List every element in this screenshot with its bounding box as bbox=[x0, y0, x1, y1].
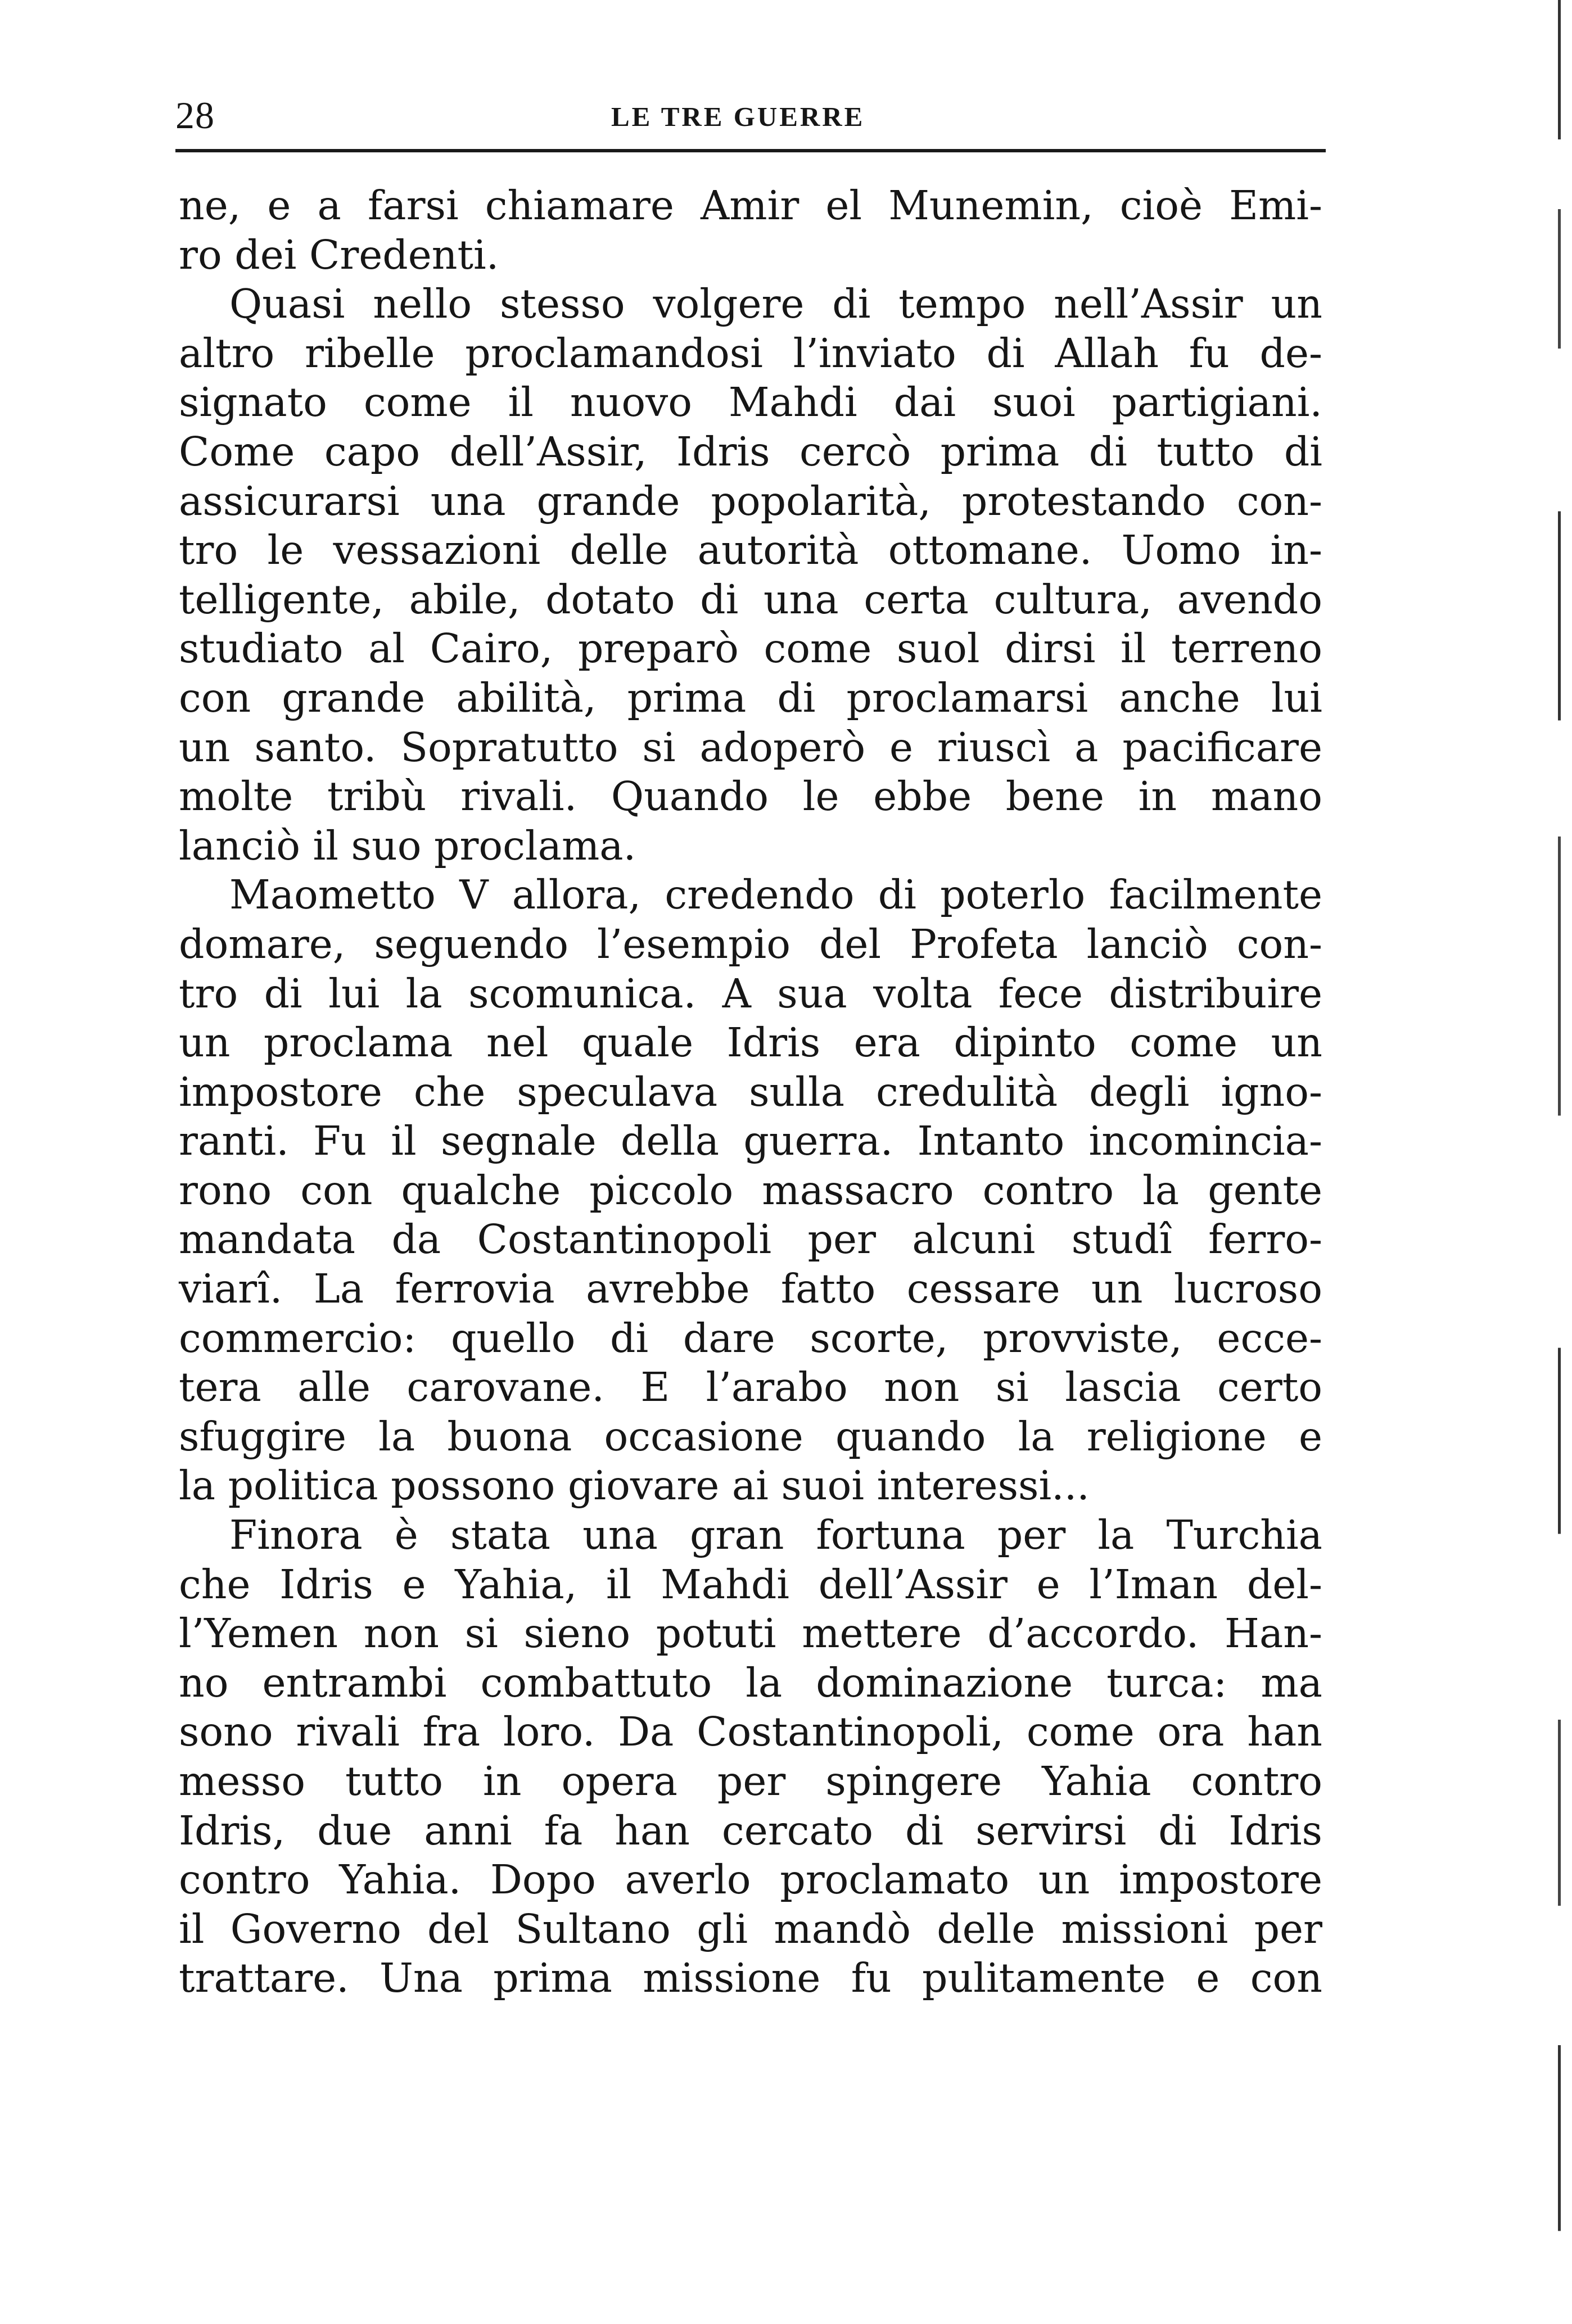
text-line: che Idris e Yahia, il Mahdi dell’Assir e l’Iman del- bbox=[179, 1561, 1322, 1608]
text-line: assicurarsi una grande popolarità, protestando con- bbox=[179, 477, 1322, 525]
header-rule bbox=[175, 149, 1326, 152]
page-number: 28 bbox=[175, 94, 215, 137]
text-line: mandata da Costantinopoli per alcuni studî ferro- bbox=[179, 1216, 1322, 1263]
paragraph-first-line: Maometto V allora, credendo di poterlo facilmente bbox=[229, 871, 1322, 919]
text-line: trattare. Una prima missione fu pulitamente e con bbox=[179, 1955, 1322, 2002]
text-line: Come capo dell’Assir, Idris cercò prima di tutto di bbox=[179, 428, 1322, 475]
text-line: tera alle carovane. E l’arabo non si lascia certo bbox=[179, 1364, 1322, 1411]
text-line: telligente, abile, dotato di una certa cultura, avendo bbox=[179, 576, 1322, 623]
running-title: LE TRE GUERRE bbox=[611, 101, 865, 132]
text-line: contro Yahia. Dopo averlo proclamato un impostore bbox=[179, 1856, 1322, 1903]
text-line: tro le vessazioni delle autorità ottomane. Uomo in- bbox=[179, 527, 1322, 574]
text-line: Idris, due anni fa han cercato di servirsi di Idris bbox=[179, 1807, 1322, 1854]
text-line: molte tribù rivali. Quando le ebbe bene in mano bbox=[179, 773, 1322, 820]
text-line: ne, e a farsi chiamare Amir el Munemin, cioè Emi- bbox=[179, 182, 1322, 229]
text-line: l’Yemen non si sieno potuti mettere d’accordo. Han- bbox=[179, 1610, 1322, 1657]
text-line: domare, seguendo l’esempio del Profeta lanciò con- bbox=[179, 920, 1322, 967]
text-line: messo tutto in opera per spingere Yahia contro bbox=[179, 1758, 1322, 1805]
text-line: ro dei Credenti. bbox=[179, 231, 499, 278]
text-line: il Governo del Sultano gli mandò delle missioni per bbox=[179, 1905, 1322, 1952]
text-line: commercio: quello di dare scorte, provviste, ecce- bbox=[179, 1314, 1322, 1362]
text-line: sfuggire la buona occasione quando la religione e bbox=[179, 1413, 1322, 1460]
text-line: con grande abilità, prima di proclamarsi anche lui bbox=[179, 674, 1322, 721]
text-line: viarî. La ferrovia avrebbe fatto cessare un lucroso bbox=[179, 1265, 1322, 1313]
text-line: un proclama nel quale Idris era dipinto come un bbox=[179, 1019, 1322, 1066]
text-line: un santo. Sopratutto si adoperò e riuscì a pacificare bbox=[179, 724, 1322, 771]
text-line: la politica possono giovare ai suoi interessi... bbox=[179, 1462, 1090, 1509]
text-line: altro ribelle proclamandosi l’inviato di Allah fu de- bbox=[179, 329, 1322, 377]
text-line: lanciò il suo proclama. bbox=[179, 822, 636, 869]
text-line: signato come il nuovo Mahdi dai suoi partigiani. bbox=[179, 379, 1322, 426]
body-text bbox=[179, 181, 1322, 2003]
text-line: ranti. Fu il segnale della guerra. Intanto incomincia- bbox=[179, 1118, 1322, 1165]
text-line: impostore che speculava sulla credulità degli igno- bbox=[179, 1068, 1322, 1115]
text-line: rono con qualche piccolo massacro contro la gente bbox=[179, 1166, 1322, 1214]
text-line: no entrambi combattuto la dominazione turca: ma bbox=[179, 1659, 1322, 1706]
text-line: tro di lui la scomunica. A sua volta fece distribuire bbox=[179, 970, 1322, 1017]
running-head bbox=[175, 84, 1325, 146]
page-edge-shadow bbox=[1558, 0, 1561, 2324]
text-line: studiato al Cairo, preparò come suol dirsi il terreno bbox=[179, 625, 1322, 672]
paragraph-first-line: Quasi nello stesso volgere di tempo nell’Assir un bbox=[229, 281, 1322, 328]
text-line: sono rivali fra loro. Da Costantinopoli, come ora han bbox=[179, 1708, 1322, 1756]
paragraph-first-line: Finora è stata una gran fortuna per la Turchia bbox=[229, 1512, 1322, 1559]
